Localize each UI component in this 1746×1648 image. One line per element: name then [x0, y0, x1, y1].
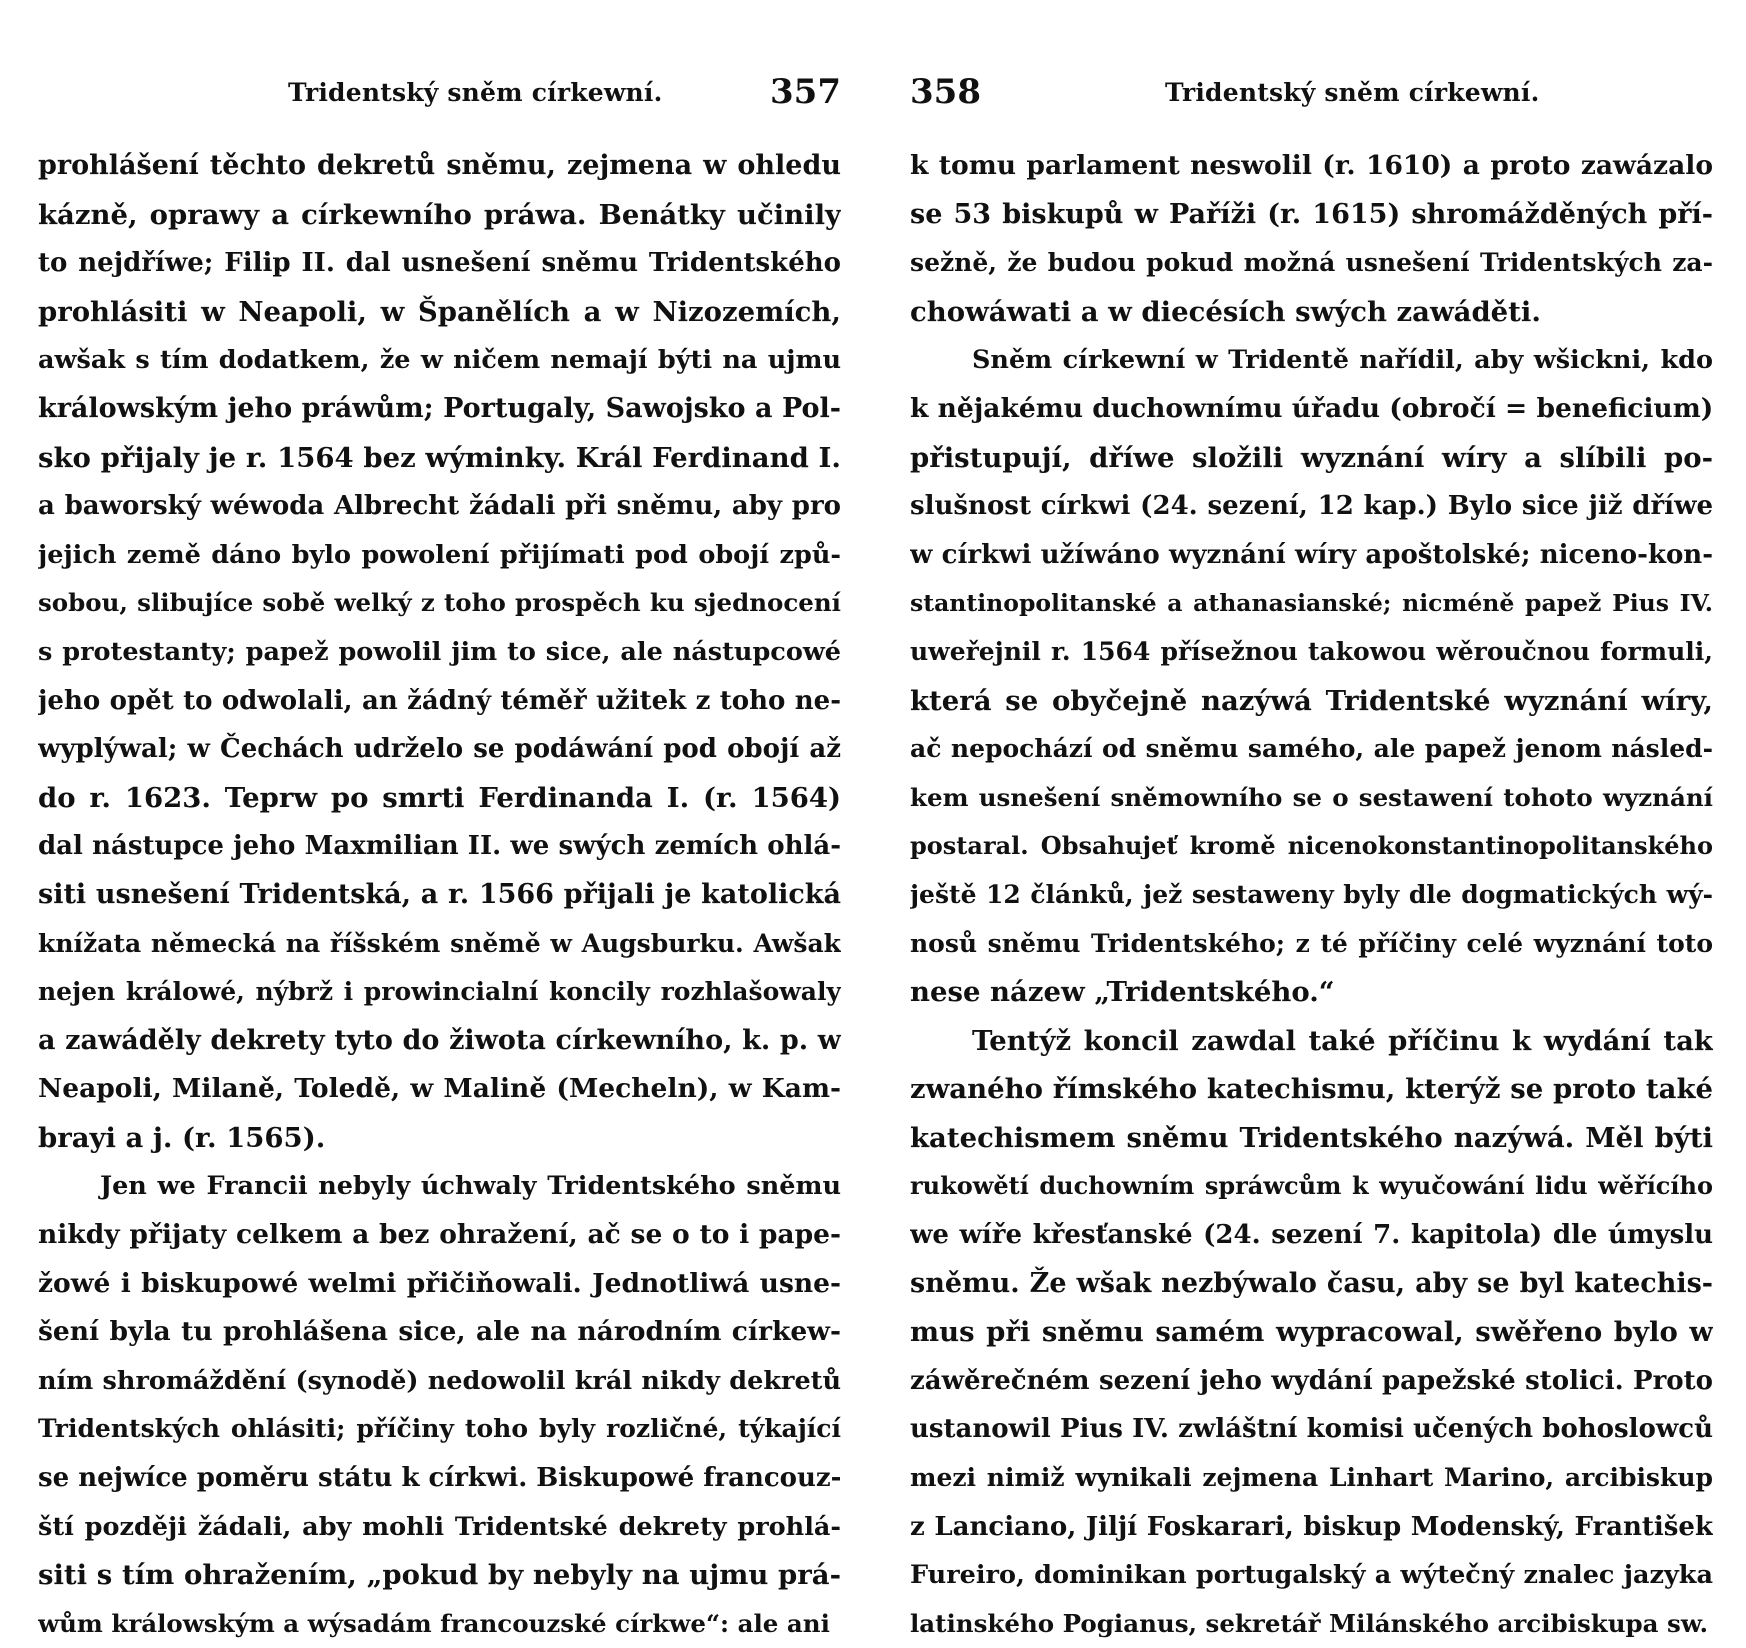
- text-line: se nejwíce poměru státu k církwi. Biskupowé francouz-: [38, 1463, 841, 1494]
- text-line: Tridentských ohlásiti; příčiny toho byly rozličné, týkající: [38, 1414, 841, 1444]
- text-line: sněmu. Že wšak nezbýwalo času, aby se byl katechis-: [910, 1267, 1713, 1299]
- text-line: mus při sněmu samém wypracowal, swěřeno bylo w: [910, 1316, 1713, 1349]
- text-line: ním shromáždění (synodě) nedowolil král nikdy dekretů: [38, 1365, 841, 1396]
- text-line: postaral. Obsahujeť kromě nicenokonstantinopolitanského: [910, 831, 1713, 861]
- text-line: jeho opět to odwolali, an žádný téměř užitek z toho ne-: [38, 685, 841, 716]
- text-line: to nejdříwe; Filip II. dal usnešení sněmu Tridentského: [38, 248, 841, 279]
- text-line: ještě 12 článků, jež sestaweny byly dle dogmatických wý-: [910, 879, 1713, 909]
- right-page: [910, 0, 1713, 1638]
- text-line: prohlásiti w Neapoli, w Španělích a w Nizozemích,: [38, 295, 841, 328]
- text-line: šení byla tu prohlášena sice, ale na národním církew-: [38, 1316, 841, 1348]
- text-line: awšak s tím dodatkem, že w ničem nemají býti na ujmu: [38, 345, 841, 376]
- text-line: záwěrečném sezení jeho wydání papežské stolici. Proto: [910, 1365, 1713, 1396]
- left-page-number: 357: [770, 72, 841, 112]
- text-line: Jen we Francii nebyly úchwaly Tridentského sněmu: [100, 1171, 841, 1202]
- text-line: nese názew „Tridentského.“: [910, 976, 1335, 1009]
- text-line: sežně, že budou pokud možná usnešení Tridentských za-: [910, 248, 1713, 278]
- right-running-title: Tridentský sněm církewní.: [1165, 78, 1540, 107]
- text-line: Neapoli, Milaně, Toledě, w Malině (Mecheln), w Kam-: [38, 1073, 841, 1105]
- text-line: prohlášení těchto dekretů sněmu, zejmena w ohledu: [38, 150, 841, 181]
- text-line: přistupují, dříwe složili wyznání wíry a slíbili po-: [910, 441, 1713, 474]
- text-line: uweřejnil r. 1564 přísežnou takowou wěroučnou formuli,: [910, 636, 1713, 666]
- left-page: [38, 0, 841, 1638]
- text-line: Fureiro, dominikan portugalský a wýtečný znalec jazyka: [910, 1560, 1713, 1591]
- text-line: králowským jeho práwům; Portugaly, Sawojsko a Pol-: [38, 392, 841, 424]
- text-line: k tomu parlament neswolil (r. 1610) a proto zawázalo: [910, 150, 1713, 181]
- text-line: kázně, oprawy a církewního práwa. Benátky učinily: [38, 198, 841, 231]
- text-line: ač nepochází od sněmu samého, ale papež jenom násled-: [910, 734, 1713, 764]
- text-line: a baworský wéwoda Albrecht žádali při sněmu, aby pro: [38, 491, 841, 522]
- text-line: ští později žádali, aby mohli Tridentské dekrety prohlá-: [38, 1511, 841, 1542]
- text-line: sko přijaly je r. 1564 bez wýminky. Král Ferdinand I.: [38, 441, 841, 474]
- text-line: rukowětí duchowním spráwcům k wyučowání lidu wěřícího: [910, 1171, 1713, 1201]
- text-line: k nějakému duchownímu úřadu (obročí = beneficium): [910, 392, 1713, 424]
- text-line: která se obyčejně nazýwá Tridentské wyznání wíry,: [910, 684, 1713, 717]
- text-line: we wíře křesťanské (24. sezení 7. kapitola) dle úmyslu: [910, 1220, 1713, 1251]
- text-line: brayi a j. (r. 1565).: [38, 1121, 326, 1154]
- text-line: nikdy přijaty celkem a bez ohražení, ač se o to i pape-: [38, 1219, 841, 1251]
- text-line: a zawáděly dekrety tyto do žiwota církewního, k. p. w: [38, 1024, 841, 1056]
- left-page-body: [38, 142, 841, 1648]
- text-line: Tentýž koncil zawdal také příčinu k wydání tak: [972, 1024, 1713, 1057]
- text-line: knížata německá na říšském sněmě w Augsburku. Awšak: [38, 928, 841, 958]
- left-page-header: [38, 72, 841, 122]
- left-running-title: Tridentský sněm církewní.: [288, 78, 663, 107]
- text-line: Sněm církewní w Tridentě nařídil, aby wšickni, kdo: [972, 345, 1713, 376]
- text-line: nejen králowé, nýbrž i prowincialní koncily rozhlašowaly: [38, 977, 841, 1007]
- text-line: z Lanciano, Jiljí Foskarari, biskup Modenský, František: [910, 1511, 1713, 1542]
- text-line: jejich země dáno bylo powolení přijímati pod obojí způ-: [38, 539, 841, 570]
- text-line: se 53 biskupů w Paříži (r. 1615) shromážděných pří-: [910, 198, 1713, 230]
- text-line: mezi nimiž wynikali zejmena Linhart Marino, arcibiskup: [910, 1463, 1713, 1493]
- text-line: siti s tím ohražením, „pokud by nebyly na ujmu prá-: [38, 1559, 841, 1592]
- text-line: sobou, slibujíce sobě welký z toho prospěch ku sjednocení: [38, 588, 841, 618]
- right-page-body: [910, 142, 1713, 1648]
- text-line: latinského Pogianus, sekretář Milánského arcibiskupa sw.: [910, 1608, 1709, 1638]
- text-line: s protestanty; papež powolil jim to sice, ale nástupcowé: [38, 636, 841, 667]
- right-page-number: 358: [910, 72, 981, 112]
- text-line: zwaného římského katechismu, kterýž se proto také: [910, 1073, 1713, 1106]
- text-line: chowáwati a w diecésích swých zawáděti.: [910, 295, 1541, 328]
- text-line: siti usnešení Tridentská, a r. 1566 přijali je katolická: [38, 878, 841, 910]
- right-page-header: [910, 72, 1713, 122]
- text-line: nosů sněmu Tridentského; z té příčiny celé wyznání toto: [910, 928, 1713, 958]
- text-line: kem usnešení sněmowního se o sestawení tohoto wyznání: [910, 782, 1713, 812]
- text-line: žowé i biskupowé welmi přičiňowali. Jednotliwá usne-: [38, 1267, 841, 1299]
- text-line: katechismem sněmu Tridentského nazýwá. Měl býti: [910, 1121, 1713, 1154]
- text-line: slušnost církwi (24. sezení, 12 kap.) Bylo sice již dříwe: [910, 491, 1713, 522]
- text-line: dal nástupce jeho Maxmilian II. we swých zemích ohlá-: [38, 831, 841, 862]
- text-line: wům králowským a wýsadám francouzské církwe“: ale ani: [38, 1608, 830, 1638]
- text-line: stantinopolitanské a athanasianské; nicméně papež Pius IV.: [910, 589, 1713, 618]
- text-line: do r. 1623. Teprw po smrti Ferdinanda I. (r. 1564): [38, 781, 841, 814]
- text-line: w církwi užíwáno wyznání wíry apoštolské; niceno-kon-: [910, 539, 1713, 570]
- text-line: ustanowil Pius IV. zwláštní komisi učených bohoslowců: [910, 1414, 1713, 1445]
- text-line: wyplýwal; w Čechách udrželo se podáwání pod obojí až: [38, 734, 841, 765]
